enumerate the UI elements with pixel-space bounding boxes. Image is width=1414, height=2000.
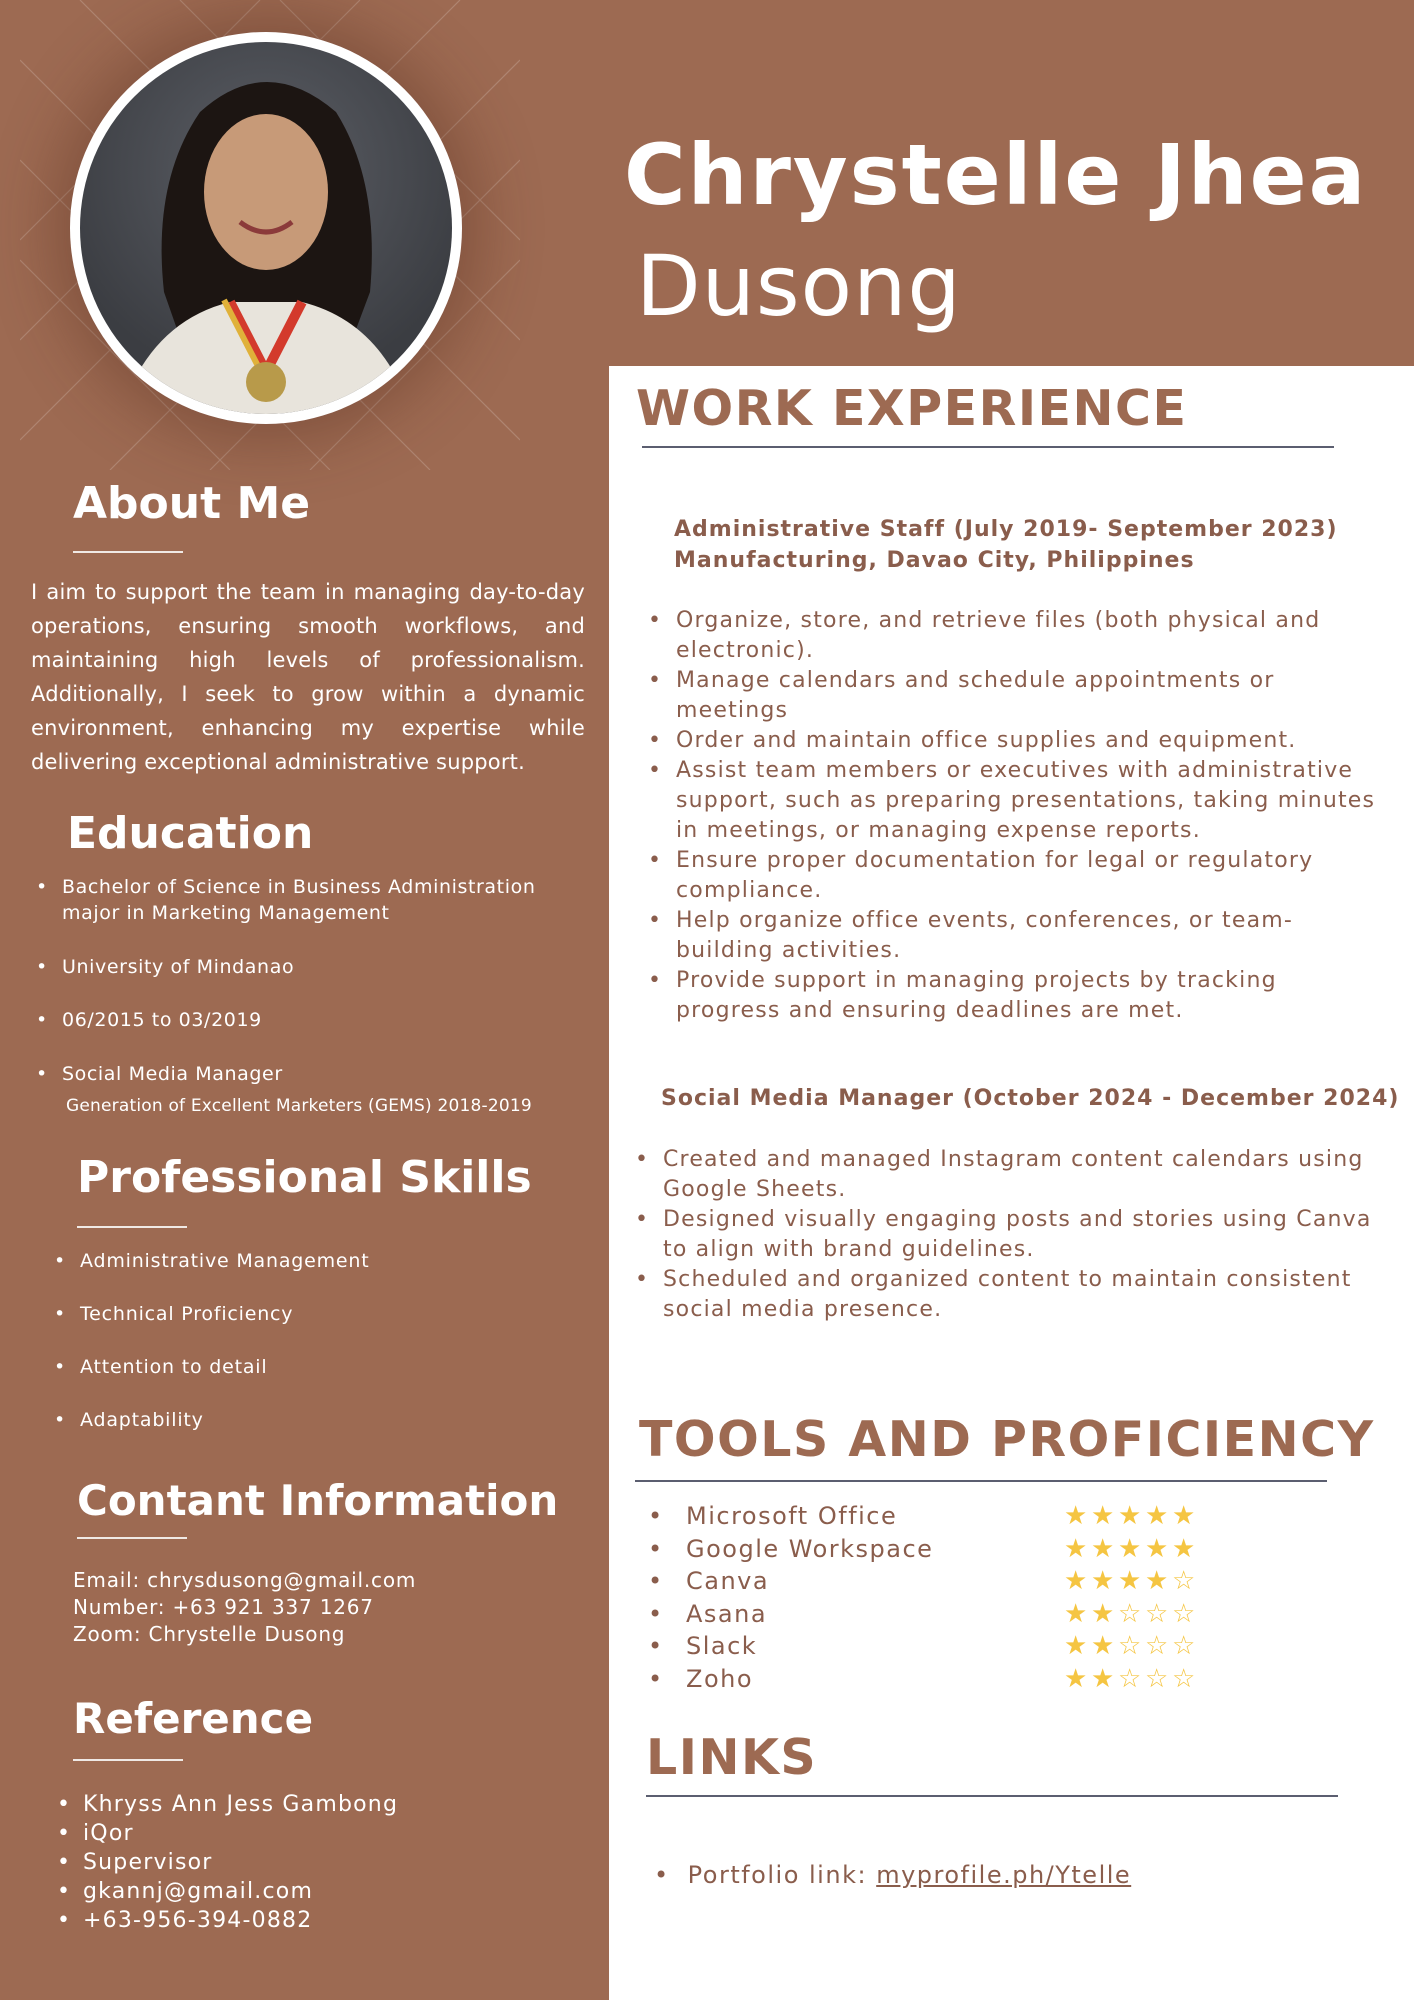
skills-list — [50, 1250, 550, 1462]
skill-item: • Technical Proficiency — [50, 1303, 550, 1356]
star-filled-icon: ★ — [1091, 1501, 1115, 1532]
profile-photo — [80, 42, 452, 414]
tool-name: • Asana — [646, 1600, 1064, 1628]
star-filled-icon: ★ — [1118, 1566, 1142, 1597]
links-heading: LINKS — [646, 1729, 818, 1786]
job-bullet: • Scheduled and organized content to maintain consistent social media presence. — [633, 1265, 1393, 1325]
job-bullets — [646, 606, 1376, 1026]
tool-row — [646, 1500, 1226, 1533]
job-bullet: • Help organize office events, conferences, or team-building activities. — [646, 906, 1376, 966]
job-title: Administrative Staff (July 2019- September 2023) Manufacturing, Davao City, Philippines — [674, 514, 1338, 576]
star-empty-icon: ☆ — [1118, 1598, 1142, 1629]
tool-row — [646, 1533, 1226, 1566]
star-rating — [1064, 1502, 1197, 1530]
reference-name: • Khryss Ann Jess Gambong — [53, 1790, 553, 1819]
job-bullet: • Assist team members or executives with administrative support, such as preparing presentations, taking minutes in meetings, or managing expense reports. — [646, 756, 1376, 846]
tools-divider — [635, 1480, 1327, 1482]
tool-name: • Google Workspace — [646, 1535, 1064, 1563]
star-filled-icon: ★ — [1145, 1533, 1169, 1564]
job-bullet: • Organize, store, and retrieve files (both physical and electronic). — [646, 606, 1376, 666]
star-rating — [1064, 1632, 1197, 1660]
education-heading: Education — [67, 808, 314, 859]
star-filled-icon: ★ — [1091, 1598, 1115, 1629]
contact-zoom: Zoom: Chrystelle Dusong — [73, 1622, 346, 1646]
job-title: Social Media Manager (October 2024 - December 2024) — [661, 1086, 1400, 1111]
star-filled-icon: ★ — [1064, 1631, 1088, 1662]
star-filled-icon: ★ — [1145, 1501, 1169, 1532]
portfolio-link[interactable]: myprofile.ph/Ytelle — [876, 1861, 1132, 1889]
skills-divider — [77, 1226, 187, 1228]
star-empty-icon: ☆ — [1172, 1598, 1196, 1629]
star-empty-icon: ☆ — [1172, 1566, 1196, 1597]
star-filled-icon: ★ — [1091, 1631, 1115, 1662]
star-rating — [1064, 1600, 1197, 1628]
tools-list — [646, 1500, 1226, 1695]
tool-name: • Zoho — [646, 1665, 1064, 1693]
star-empty-icon: ☆ — [1172, 1663, 1196, 1694]
tool-name: • Slack — [646, 1632, 1064, 1660]
star-rating — [1064, 1535, 1197, 1563]
star-filled-icon: ★ — [1172, 1501, 1196, 1532]
reference-email[interactable]: • gkannj@gmail.com — [53, 1877, 553, 1906]
about-text: I aim to support the team in managing day-to-day operations, ensuring smooth workflows, and maintaining high levels of professionalism. Additionally, I seek to grow within a dynamic environment, enhancing my expertise while delivering exceptional administrative support. — [31, 580, 585, 774]
star-empty-icon: ☆ — [1145, 1663, 1169, 1694]
contact-block — [73, 1567, 416, 1648]
star-filled-icon: ★ — [1064, 1598, 1088, 1629]
star-filled-icon: ★ — [1118, 1501, 1142, 1532]
links-divider — [646, 1795, 1338, 1797]
contact-divider — [77, 1537, 187, 1539]
job-subtitle: Manufacturing, Davao City, Philippines — [674, 548, 1195, 573]
education-school: • University of Mindanao — [32, 954, 592, 1007]
star-rating — [1064, 1665, 1197, 1693]
job-bullet: • Designed visually engaging posts and stories using Canva to align with brand guidelines. — [633, 1205, 1393, 1265]
job-bullet: • Ensure proper documentation for legal or regulatory compliance. — [646, 846, 1376, 906]
skills-heading: Professional Skills — [77, 1152, 532, 1203]
star-rating — [1064, 1567, 1197, 1595]
star-empty-icon: ☆ — [1118, 1663, 1142, 1694]
star-filled-icon: ★ — [1118, 1533, 1142, 1564]
reference-position: • Supervisor — [53, 1848, 553, 1877]
education-list — [32, 874, 592, 1119]
star-empty-icon: ☆ — [1145, 1598, 1169, 1629]
job-bullet: • Order and maintain office supplies and equipment. — [646, 726, 1376, 756]
reference-divider — [73, 1759, 183, 1761]
star-filled-icon: ★ — [1172, 1533, 1196, 1564]
tool-name: • Microsoft Office — [646, 1502, 1064, 1530]
education-role: • Social Media Manager Generation of Excellent Marketers (GEMS) 2018-2019 — [32, 1061, 592, 1119]
skill-item: • Adaptability — [50, 1409, 550, 1462]
tool-row — [646, 1598, 1226, 1631]
work-heading: WORK EXPERIENCE — [636, 380, 1188, 437]
contact-number: Number: +63 921 337 1267 — [73, 1595, 374, 1619]
name-first: Chrystelle Jhea — [624, 126, 1368, 224]
job-bullet: • Created and managed Instagram content calendars using Google Sheets. — [633, 1145, 1393, 1205]
reference-phone: • +63-956-394-0882 — [53, 1906, 553, 1935]
education-role-org: Generation of Excellent Marketers (GEMS) 2018-2019 — [66, 1096, 532, 1116]
job-bullet: • Manage calendars and schedule appointments or meetings — [646, 666, 1376, 726]
contact-email[interactable]: Email: chrysdusong@gmail.com — [73, 1568, 417, 1592]
star-empty-icon: ☆ — [1118, 1631, 1142, 1662]
tool-row — [646, 1565, 1226, 1598]
job-bullets — [633, 1145, 1393, 1325]
star-empty-icon: ☆ — [1145, 1631, 1169, 1662]
star-empty-icon: ☆ — [1172, 1631, 1196, 1662]
tools-heading: TOOLS AND PROFICIENCY — [639, 1411, 1375, 1468]
education-dates: • 06/2015 to 03/2019 — [32, 1007, 592, 1061]
name-last: Dusong — [636, 237, 962, 335]
star-filled-icon: ★ — [1064, 1663, 1088, 1694]
star-filled-icon: ★ — [1091, 1533, 1115, 1564]
tool-name: • Canva — [646, 1567, 1064, 1595]
contact-heading: Contant Information — [77, 1476, 559, 1525]
reference-list — [53, 1790, 553, 1935]
reference-company: • iQor — [53, 1819, 553, 1848]
star-filled-icon: ★ — [1064, 1501, 1088, 1532]
job-bullet: • Provide support in managing projects by tracking progress and ensuring deadlines are met. — [646, 966, 1376, 1026]
tool-row — [646, 1663, 1226, 1696]
about-divider — [73, 551, 183, 553]
reference-heading: Reference — [73, 1694, 314, 1743]
star-filled-icon: ★ — [1145, 1566, 1169, 1597]
skill-item: • Attention to detail — [50, 1356, 550, 1409]
tool-row — [646, 1630, 1226, 1663]
star-filled-icon: ★ — [1091, 1566, 1115, 1597]
star-filled-icon: ★ — [1064, 1533, 1088, 1564]
profile-photo-frame — [70, 32, 462, 424]
portfolio-label: Portfolio link: — [687, 1861, 868, 1889]
skill-item: • Administrative Management — [50, 1250, 550, 1303]
portfolio-item: • Portfolio link: myprofile.ph/Ytelle — [654, 1861, 1132, 1889]
education-degree: • Bachelor of Science in Business Administration major in Marketing Management — [32, 874, 592, 954]
star-filled-icon: ★ — [1064, 1566, 1088, 1597]
star-filled-icon: ★ — [1091, 1663, 1115, 1694]
about-heading: About Me — [73, 478, 311, 529]
work-divider — [642, 446, 1334, 448]
